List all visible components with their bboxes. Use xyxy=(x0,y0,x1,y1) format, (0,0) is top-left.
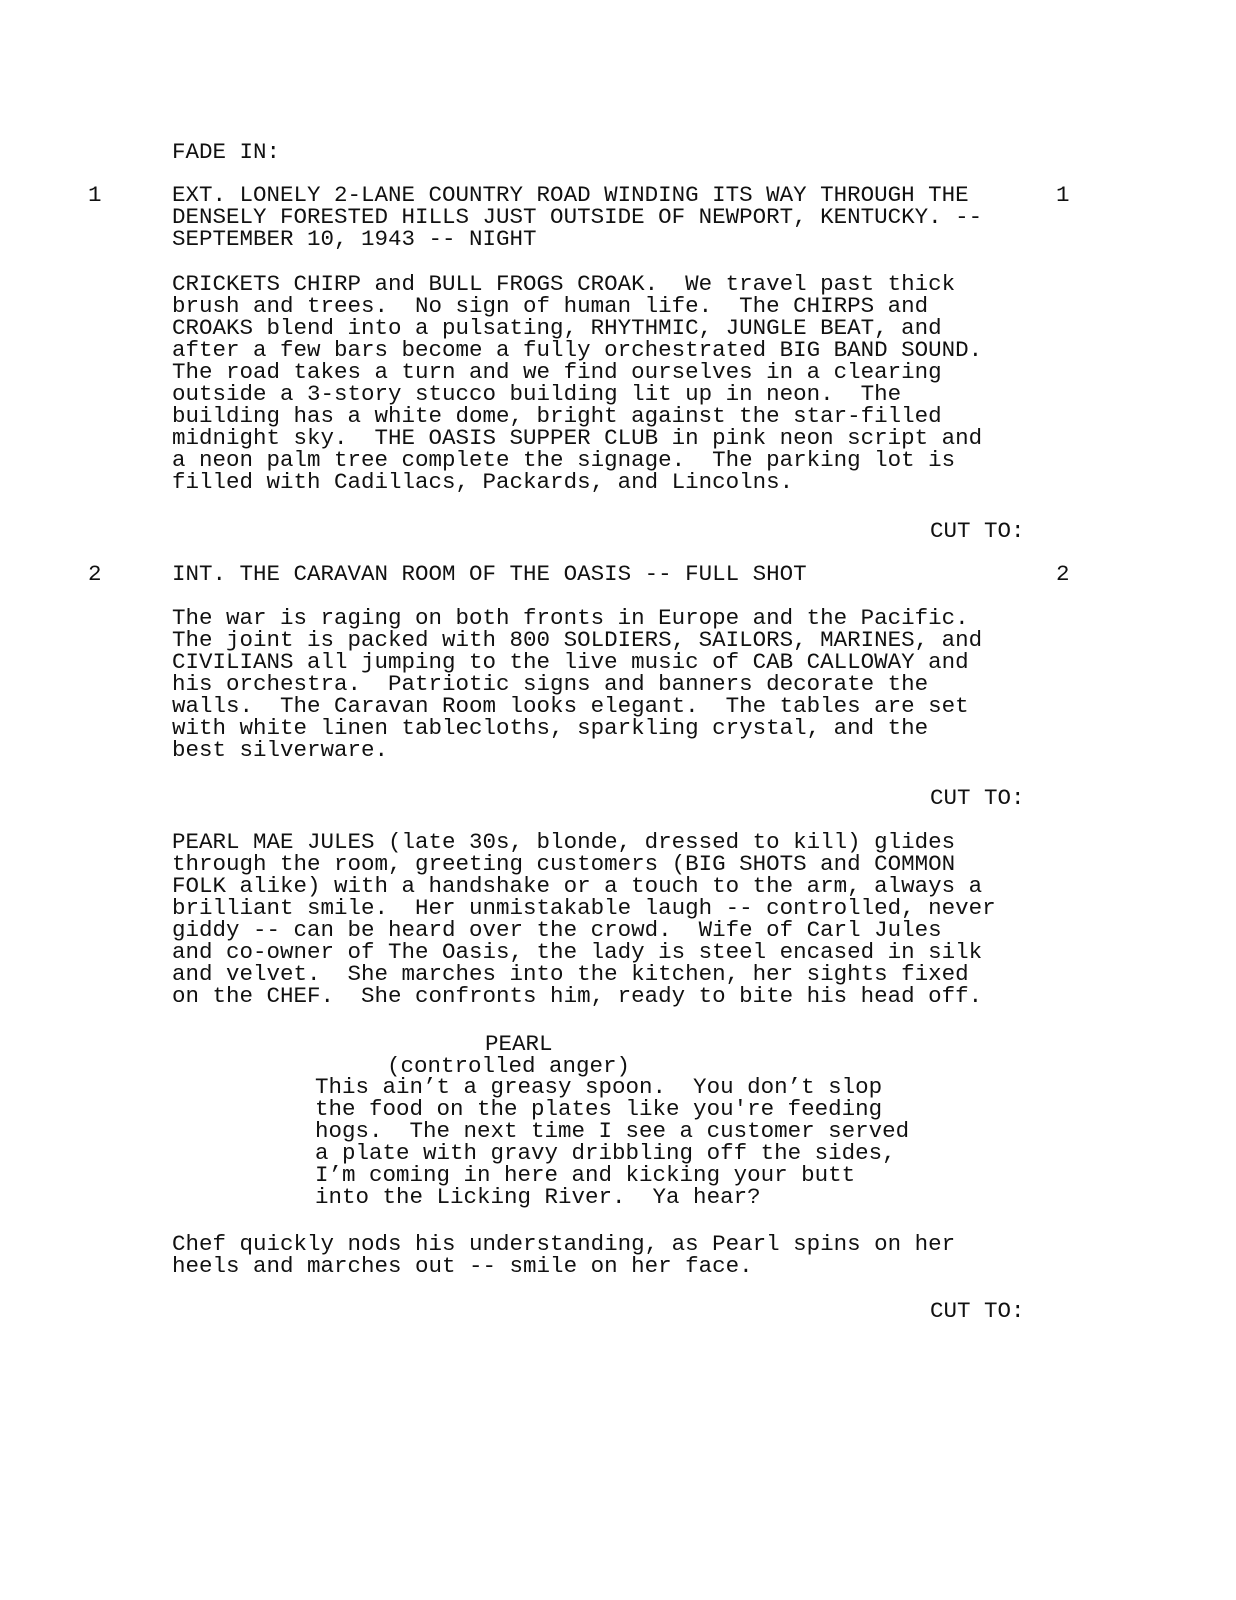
fade-in-transition: FADE IN: xyxy=(172,139,281,165)
scene-number-left: 1 xyxy=(88,182,102,208)
scene-number-right: 1 xyxy=(1056,182,1070,208)
scene-number-left: 2 xyxy=(88,561,102,587)
scene-heading: EXT. LONELY 2-LANE COUNTRY ROAD WINDING ITS WAY THROUGH THE DENSELY FORESTED HILLS JUST OUTSIDE OF NEWPORT, KENTUCKY. -- SEPTEMBER 10, 1943 -- NIGHT xyxy=(172,182,983,252)
cut-to-transition: CUT TO: xyxy=(930,785,1025,811)
dialogue-text: This ain’t a greasy spoon. You don’t slop the food on the plates like you're feeding hogs. The next time I see a customer served a plate with gravy dribbling off the sides, I’m coming in here and kicking your butt into the Licking River. Ya hear? xyxy=(315,1074,910,1210)
scene-heading: INT. THE CARAVAN ROOM OF THE OASIS -- FULL SHOT xyxy=(172,561,807,587)
cut-to-transition: CUT TO: xyxy=(930,1298,1025,1324)
action-paragraph: PEARL MAE JULES (late 30s, blonde, dressed to kill) glides through the room, greeting customers (BIG SHOTS and COMMON FOLK alike) with a handshake or a touch to the arm, always a brilliant smile. Her unmistakable laugh -- controlled, never giddy -- can be heard over the crowd. Wife of Carl Jules and co-owner of The Oasis, the lady is steel encased in silk and velvet. She marches into the kitchen, her sights fixed on the CHEF. She confronts him, ready to bite his head off. xyxy=(172,829,996,1009)
dialogue-parenthetical: (controlled anger) xyxy=(387,1053,631,1079)
action-paragraph: Chef quickly nods his understanding, as Pearl spins on her heels and marches out -- smile on her face. xyxy=(172,1231,956,1279)
cut-to-transition: CUT TO: xyxy=(930,518,1025,544)
action-paragraph: The war is raging on both fronts in Europe and the Pacific. The joint is packed with 800 SOLDIERS, SAILORS, MARINES, and CIVILIANS all jumping to the live music of CAB CALLOWAY and his orchestra. Patriotic signs and banners decorate the walls. The Caravan Room looks elegant. The tables are set with white linen tablecloths, sparkling crystal, and the best silverware. xyxy=(172,605,983,763)
character-name: PEARL xyxy=(485,1031,553,1057)
scene-number-right: 2 xyxy=(1056,561,1070,587)
action-paragraph: CRICKETS CHIRP and BULL FROGS CROAK. We travel past thick brush and trees. No sign of human life. The CHIRPS and CROAKS blend into a pulsating, RHYTHMIC, JUNGLE BEAT, and after a few bars become a fully orchestrated BIG BAND SOUND. The road takes a turn and we find ourselves in a clearing outside a 3-story stucco building lit up in neon. The building has a white dome, bright against the star-filled midnight sky. THE OASIS SUPPER CLUB in pink neon script and a neon palm tree complete the signage. The parking lot is filled with Cadillacs, Packards, and Lincolns. xyxy=(172,271,983,495)
